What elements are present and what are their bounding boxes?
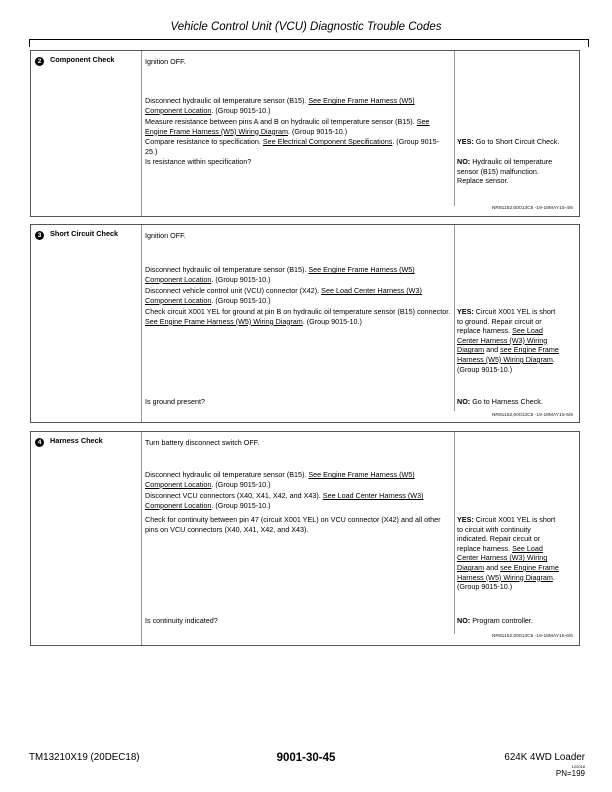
- procedure-line: Turn battery disconnect switch OFF.: [145, 438, 260, 447]
- step-4-harness-check: [30, 431, 580, 646]
- footer-manual-id: TM13210X19 (20DEC18): [29, 752, 140, 763]
- cross-reference-link[interactable]: See Engine Frame Harness (W5) Wiring Diagram: [145, 316, 303, 326]
- step-title: Component Check: [50, 55, 115, 64]
- cross-reference-link[interactable]: See Load Center Harness (W3) Wiring Diagram: [457, 326, 548, 355]
- procedure-question: Is continuity indicated?: [145, 616, 218, 625]
- cross-reference-link[interactable]: See Load Center Harness (W3) Component Location: [145, 286, 422, 305]
- step-title: Harness Check: [50, 436, 103, 445]
- step-3-short-circuit-check: [30, 224, 580, 423]
- footer-pn: PN=199: [555, 769, 585, 778]
- procedure-question: Is resistance within specification?: [145, 157, 252, 166]
- cross-reference-link[interactable]: See Engine Frame Harness (W5) Component Location: [145, 470, 415, 489]
- procedure-line: Ignition OFF.: [145, 231, 186, 240]
- footer-machine-name: 624K 4WD Loader: [504, 752, 585, 763]
- step-heading: [35, 55, 114, 66]
- step-number-badge: 4: [35, 438, 44, 447]
- cross-reference-link[interactable]: see Engine Frame Harness (W5) Wiring Diagram: [457, 562, 559, 582]
- procedure-line: Check for continuity between pin 47 (circuit X001 YEL) on VCU connector (X42) and all other pins on VCU connectors (X40, X41, X42, and X43).: [145, 515, 441, 534]
- cross-reference-link[interactable]: See Engine Frame Harness (W5) Wiring Diagram: [145, 117, 430, 136]
- step-number-badge: 3: [35, 231, 44, 240]
- procedure-line: Compare resistance to specification. See Electrical Component Specifications. (Group 9015-25.): [145, 137, 440, 156]
- reference-code: NR81152,00013C5 -19-18MAY15-5/6: [491, 413, 573, 418]
- column-divider: [141, 432, 142, 645]
- step-2-component-check: [30, 50, 580, 217]
- procedure-line: Disconnect hydraulic oil temperature sensor (B15). See Engine Frame Harness (W5) Component Location. (Group 9015-10.): [145, 470, 415, 489]
- cross-reference-link[interactable]: See Electrical Component Specifications: [262, 137, 393, 146]
- column-divider: [141, 225, 142, 422]
- cross-reference-link[interactable]: see Engine Frame Harness (W5) Wiring Diagram: [457, 345, 559, 364]
- header-rule-tick-left: [29, 39, 30, 47]
- header-rule: [29, 39, 589, 40]
- cross-reference-link[interactable]: See Engine Frame Harness (W5) Component Location: [145, 96, 415, 115]
- header-rule-tick-right: [588, 39, 589, 47]
- step-number-badge: 2: [35, 57, 44, 66]
- procedure-line: Measure resistance between pins A and B on hydraulic oil temperature sensor (B15). See Engine Frame Harness (W5) Wiring Diagram. (Group 9015-10.): [145, 117, 430, 136]
- procedure-line: Ignition OFF.: [145, 57, 186, 66]
- procedure-question: Is ground present?: [145, 397, 205, 406]
- no-result: NO: Program controller.: [457, 616, 533, 625]
- no-result: NO: Hydraulic oil temperature sensor (B15) malfunction. Replace sensor.: [457, 157, 553, 186]
- procedure-line: Disconnect hydraulic oil temperature sensor (B15). See Engine Frame Harness (W5) Component Location. (Group 9015-10.): [145, 96, 415, 115]
- cross-reference-link[interactable]: See Load Center Harness (W3) Wiring Diagram: [457, 543, 548, 572]
- column-divider: [454, 51, 455, 206]
- procedure-line: Disconnect vehicle control unit (VCU) connector (X42). See Load Center Harness (W3) Component Location. (Group 9015-10.): [145, 286, 422, 305]
- cross-reference-link[interactable]: See Engine Frame Harness (W5) Component Location: [145, 265, 415, 284]
- procedure-line: Disconnect hydraulic oil temperature sensor (B15). See Engine Frame Harness (W5) Component Location. (Group 9015-10.): [145, 265, 415, 284]
- footer-date-code: 122018: [571, 764, 585, 769]
- reference-code: NR81152,00013C5 -19-18MAY15-4/6: [491, 206, 573, 211]
- yes-result: YES: Circuit X001 YEL is short to ground. Repair circuit or replace harness. See Load Center Harness (W3) Wiring Diagram and see Engine Frame Harness (W5) Wiring Diagram. (Group 9015-10.): [457, 307, 559, 374]
- procedure-line: Check circuit X001 YEL for ground at pin B on hydraulic oil temperature sensor (B15) connector. See Engine Frame Harness (W5) Wiring Diagram. (Group 9015-10.): [145, 307, 451, 326]
- page-header-title: Vehicle Control Unit (VCU) Diagnostic Trouble Codes: [170, 21, 442, 33]
- step-heading: [35, 229, 118, 240]
- yes-result: YES: Go to Short Circuit Check.: [457, 137, 560, 146]
- no-result: NO: Go to Harness Check.: [457, 397, 543, 406]
- step-heading: [35, 436, 103, 447]
- reference-code: NR81152,00013C5 -19-18MAY15-6/6: [491, 634, 573, 639]
- column-divider: [454, 225, 455, 411]
- yes-result: YES: Circuit X001 YEL is short to circuit with continuity indicated. Repair circuit or replace harness. See Load Center Harness (W3) Wiring Diagram and see Engine Frame Harness (W5) Wiring Diagram. (Group 9015-10.): [457, 515, 559, 592]
- footer-page-number: 9001-30-45: [276, 752, 336, 764]
- column-divider: [454, 432, 455, 634]
- step-title: Short Circuit Check: [50, 229, 119, 238]
- cross-reference-link[interactable]: See Load Center Harness (W3) Component Location: [145, 491, 424, 510]
- procedure-line: Disconnect VCU connectors (X40, X41, X42, and X43). See Load Center Harness (W3) Component Location. (Group 9015-10.): [145, 491, 424, 510]
- column-divider: [141, 51, 142, 216]
